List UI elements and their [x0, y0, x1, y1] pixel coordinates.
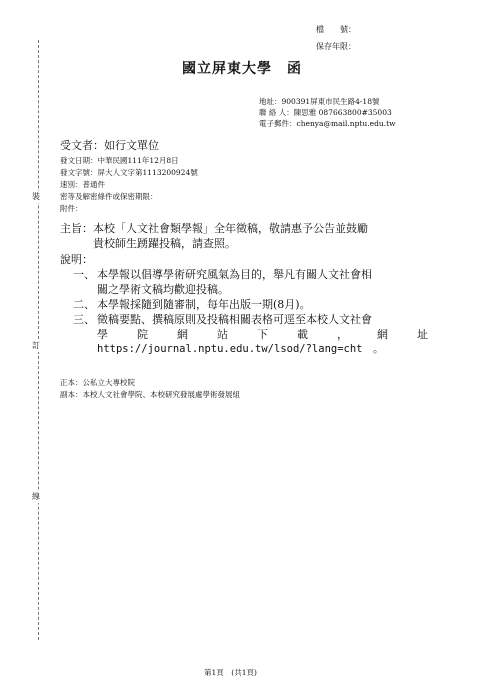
- item-1-line-2: 關之學術文稿均歡迎投稿。: [97, 283, 229, 296]
- retention-period-label: 保存年限：: [316, 42, 356, 51]
- justified-char: 院: [137, 328, 148, 341]
- attachment: 附件：: [60, 204, 83, 213]
- subject-line-1: 本校「人文社會類學報」全年徵稿，敬請惠予公告並鼓勵: [93, 222, 368, 235]
- contact-address: 地址：900391屏東市民生路4-18號: [259, 97, 380, 106]
- secrecy: 密等及解密條件或保密期限：: [60, 192, 158, 201]
- copy-recipients: 副本：本校人文社會學院、本校研究發展處學術發展組: [60, 390, 240, 399]
- item-3-line-1: 徵稿要點、撰稿原則及投稿相關表格可逕至本校人文社會: [97, 313, 372, 326]
- subject-label: 主旨：: [60, 222, 93, 235]
- primary-recipients: 正本：公私立大專校院: [60, 378, 135, 387]
- justified-char: 學: [97, 328, 108, 341]
- item-3-marker: 三、: [73, 313, 95, 326]
- binding-mark-xian: 線: [32, 492, 40, 501]
- recipient: 受文者：如行文單位: [60, 139, 159, 152]
- item-1-marker: 一、: [73, 268, 95, 281]
- explanation-label: 說明：: [60, 253, 93, 266]
- justified-char: 下: [257, 328, 268, 341]
- justified-char: ，: [337, 328, 348, 341]
- subject-line-2: 貴校師生踴躍投稿，請查照。: [93, 237, 236, 250]
- journal-url[interactable]: https://journal.nptu.edu.tw/lsod/?lang=cht 。: [97, 343, 384, 355]
- page-number: 第1頁 (共1頁): [204, 668, 257, 677]
- item-1-line-1: 本學報以倡導學術研究風氣為目的，舉凡有關人文社會相: [97, 268, 372, 281]
- item-3-line-2: [97, 327, 428, 342]
- binding-mark-ding: 訂: [32, 341, 40, 350]
- file-number-label: 檔 號：: [316, 25, 356, 34]
- item-2-marker: 二、: [73, 298, 95, 311]
- justified-char: 址: [417, 328, 428, 341]
- dispatch-number: 發文字號：屏大人文字第1113200924號: [60, 168, 198, 177]
- binding-mark-zhuang: 裝: [32, 192, 40, 201]
- justified-char: 網: [377, 328, 388, 341]
- contact-email: 電子郵件：chenya@mail.nptu.edu.tw: [259, 119, 396, 128]
- justified-char: 網: [177, 328, 188, 341]
- speed: 速別：普通件: [60, 180, 105, 189]
- item-2-line-1: 本學報採隨到隨審制，每年出版一期(8月)。: [97, 298, 311, 311]
- contact-person: 聯 絡 人：陳思雅 087663800#35003: [259, 108, 392, 117]
- dispatch-date: 發文日期：中華民國111年12月8日: [60, 156, 179, 165]
- document-title: 國立屏東大學 函: [182, 61, 302, 77]
- justified-char: 載: [297, 328, 308, 341]
- justified-char: 站: [217, 328, 228, 341]
